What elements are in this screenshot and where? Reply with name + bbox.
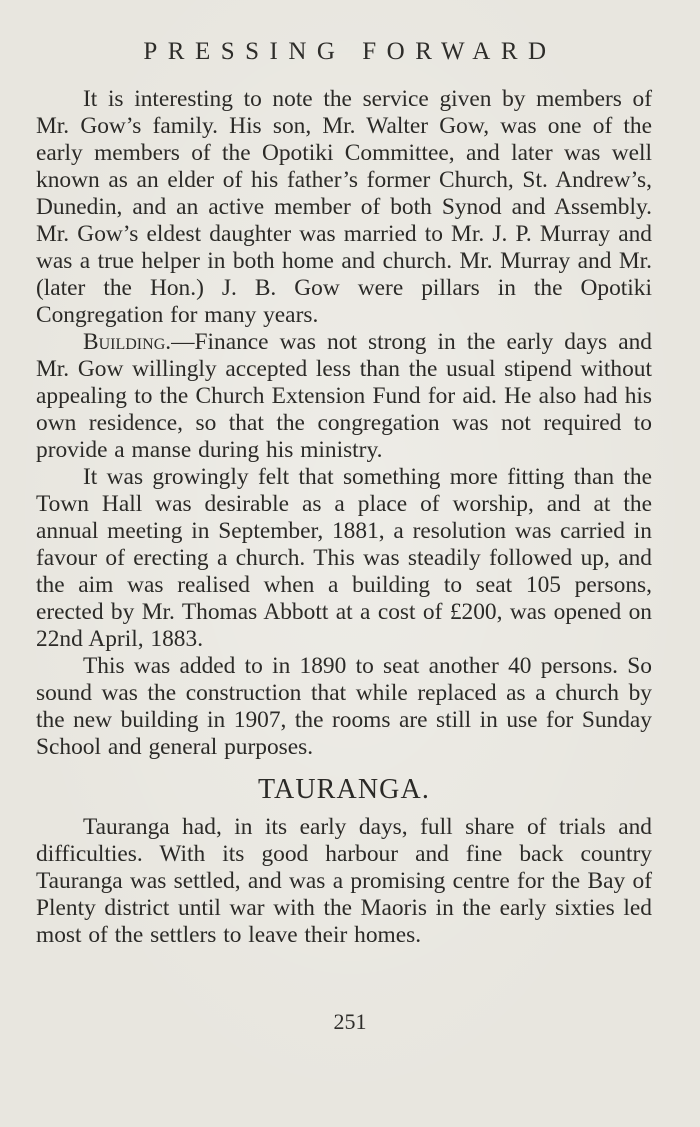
- paragraph-building-text: —Finance was not strong in the early days and Mr. Gow willingly accepted less than the usual stipend without appealing to the Church Extension Fund for aid. He also had his own residence, so that the congregation was not required to provide a manse during his ministry.: [36, 329, 652, 463]
- paragraph-church-extension: This was added to in 1890 to seat another 40 persons. So sound was the construction that while replaced as a church by the new building in 1907, the rooms are still in use for Sunday School and general purposes.: [36, 653, 652, 760]
- paragraph-gow-family: It is interesting to note the service given by members of Mr. Gow’s family. His son, Mr. Walter Gow, was one of the early members of the Opotiki Committee, and later was well known as an elder of his father’s former Church, St. Andrew’s, Dunedin, and an active member of both Synod and Assembly. Mr. Gow’s eldest daughter was married to Mr. J. P. Murray and was a true helper in both home and church. Mr. Murray and Mr. (later the Hon.) J. B. Gow were pillars in the Opotiki Congregation for many years.: [36, 86, 652, 328]
- page-number: 251: [333, 1009, 367, 1034]
- paragraph-building: [36, 329, 652, 464]
- running-head: PRESSING FORWARD: [143, 38, 557, 65]
- body-text: [36, 86, 652, 949]
- paragraph-church-erection: It was growingly felt that something more fitting than the Town Hall was desirable as a place of worship, and at the annual meeting in September, 1881, a resolution was carried in favour of erecting a church. This was steadily followed up, and the aim was realised when a building to seat 105 persons, erected by Mr. Thomas Abbott at a cost of £200, was opened on 22nd April, 1883.: [36, 464, 652, 652]
- side-heading-building: Building.: [83, 329, 172, 355]
- section-heading-tauranga: TAURANGA.: [258, 774, 430, 805]
- paragraph-tauranga: Tauranga had, in its early days, full share of trials and difficulties. With its good harbour and fine back country Tauranga was settled, and was a promising centre for the Bay of Plenty district until war with the Maoris in the early sixties led most of the settlers to leave their homes.: [36, 814, 652, 948]
